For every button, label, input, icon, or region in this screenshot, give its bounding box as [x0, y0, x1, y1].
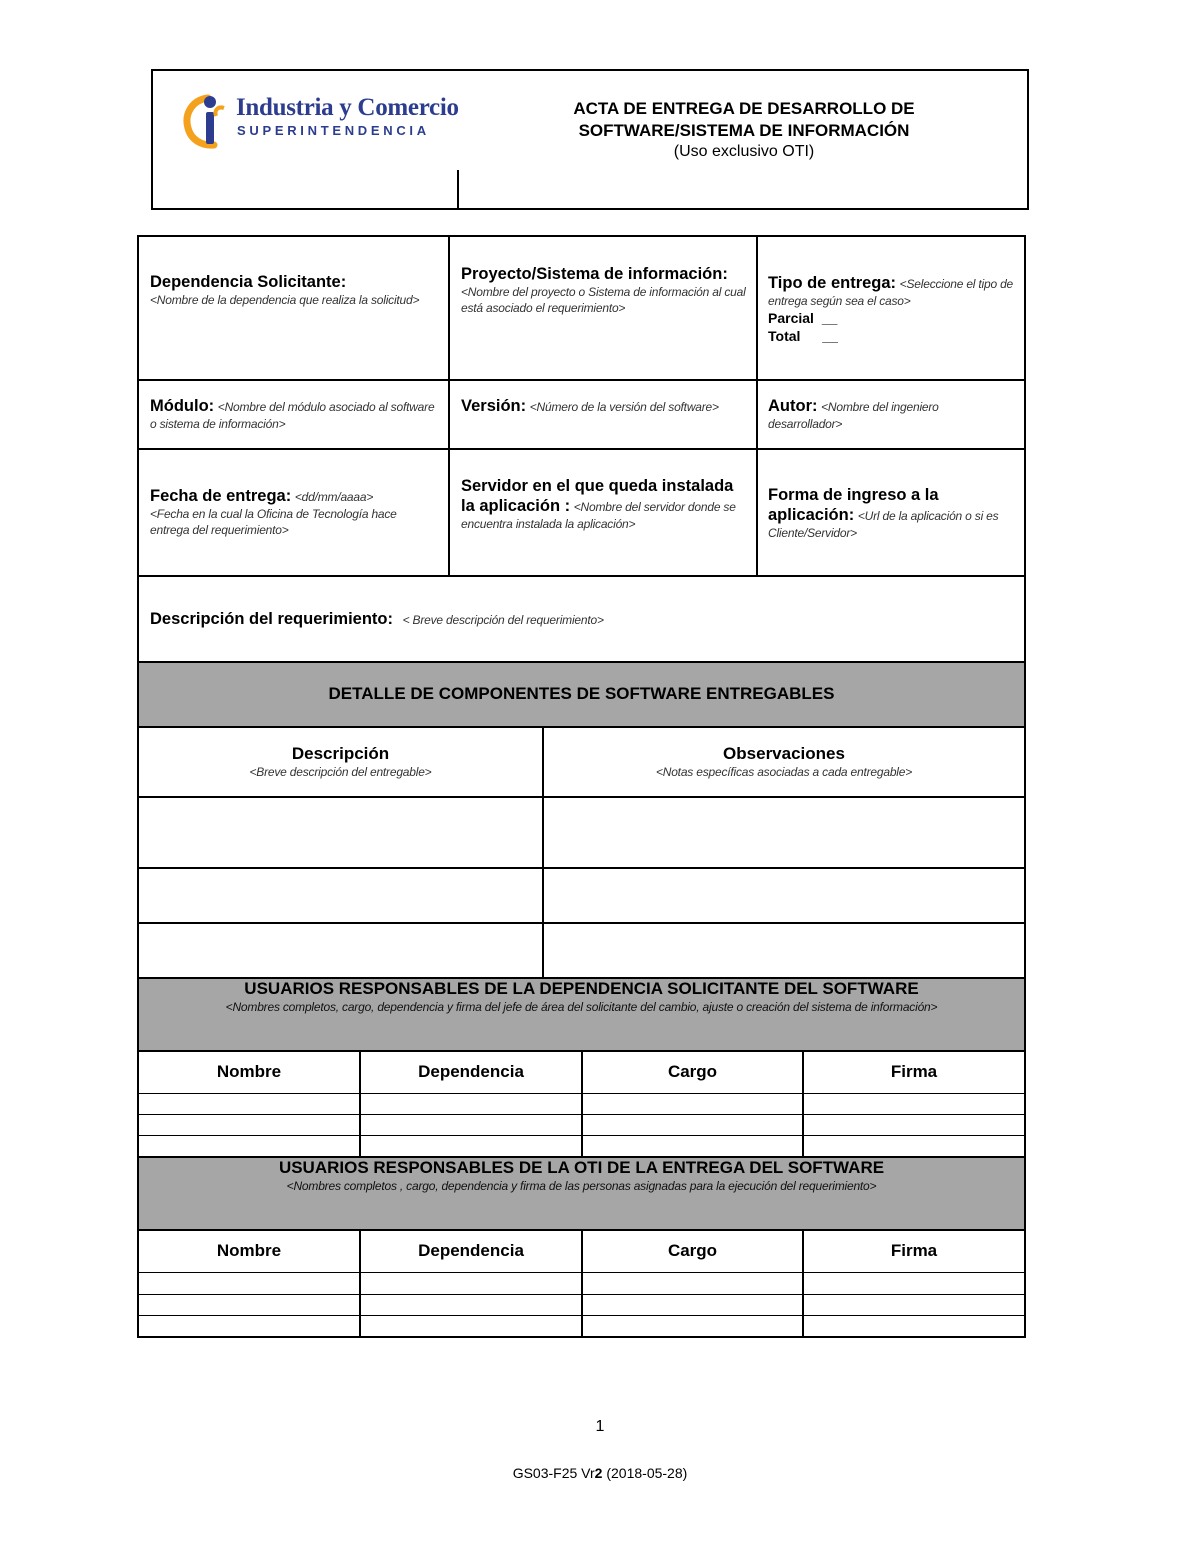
descripcion-label: Descripción del requerimiento: — [150, 610, 393, 628]
dep-col-cargo: Cargo — [667, 1062, 718, 1081]
descripcion-cell — [140, 609, 1020, 629]
logo — [180, 90, 459, 152]
proyecto-cell — [451, 264, 756, 316]
tipo-cell — [758, 273, 1024, 345]
forma-cell — [758, 485, 1024, 541]
modulo-label: Módulo: — [150, 397, 215, 415]
fecha-format-hint: <dd/mm/aaaa> — [294, 490, 374, 504]
servidor-label: Servidor en el que queda instalada la aplicación : — [461, 477, 734, 515]
tipo-parcial-row — [768, 309, 1014, 327]
usuarios-dep-hint: <Nombres completos, cargo, dependencia y firma del jefe de área del solicitante del cambio, ajuste o creación del sistema de información> — [225, 1000, 938, 1014]
header-divider — [457, 170, 459, 210]
tipo-total-blank[interactable]: __ — [822, 328, 838, 344]
logo-emblem-icon — [180, 90, 240, 152]
tipo-total-row — [768, 327, 1014, 345]
tipo-label: Tipo de entrega: — [768, 274, 897, 292]
version-cell — [451, 396, 756, 416]
version-hint: <Número de la versión del software> — [529, 400, 719, 414]
code-prefix: GS03-F25 Vr — [512, 1465, 595, 1481]
detalle-col-descripcion — [139, 744, 542, 780]
modulo-hint: <Nombre del módulo asociado al software o sistema de información> — [150, 400, 435, 431]
detalle-col-observaciones — [544, 744, 1024, 780]
dependencia-cell — [140, 272, 446, 308]
oti-col-dependencia: Dependencia — [418, 1241, 524, 1260]
usuarios-dep-header — [139, 979, 1024, 1015]
title-line-1: ACTA DE ENTREGA DE DESARROLLO DE — [573, 99, 915, 118]
code-date: (2018-05-28) — [602, 1465, 688, 1481]
detalle-col2-label: Observaciones — [723, 744, 845, 763]
header-top-accent — [151, 69, 459, 71]
usuarios-oti-header — [139, 1158, 1024, 1194]
detalle-col2-hint: <Notas específicas asociadas a cada entregable> — [655, 765, 913, 779]
usuarios-dep-title: USUARIOS RESPONSABLES DE LA DEPENDENCIA SOLICITANTE DEL SOFTWARE — [244, 979, 919, 998]
modulo-cell — [140, 396, 446, 432]
servidor-cell — [451, 476, 756, 532]
oti-col-firma: Firma — [890, 1241, 938, 1260]
document-title — [460, 98, 1028, 162]
document-code — [0, 1465, 1200, 1481]
tipo-total-label: Total — [768, 328, 801, 344]
title-subtitle: (Uso exclusivo OTI) — [673, 143, 815, 160]
tipo-hint: <Seleccione el tipo de entrega según sea el caso> — [768, 277, 1014, 308]
detalle-col1-label: Descripción — [291, 744, 390, 763]
logo-title: Industria y Comercio — [236, 94, 459, 121]
code-version: 2 — [594, 1465, 603, 1481]
detalle-col1-hint: <Breve descripción del entregable> — [249, 765, 432, 779]
dep-col-firma: Firma — [890, 1062, 938, 1081]
usuarios-oti-hint: <Nombres completos , cargo, dependencia y firma de las personas asignadas para la ejecución del requerimiento> — [286, 1179, 877, 1193]
servidor-hint: <Nombre del servidor donde se encuentra instalada la aplicación> — [461, 500, 736, 531]
fecha-cell — [140, 486, 446, 538]
autor-hint: <Nombre del ingeniero desarrollador> — [768, 400, 939, 431]
dependencia-hint: <Nombre de la dependencia que realiza la solicitud> — [150, 293, 420, 307]
forma-hint: <Url de la aplicación o si es Cliente/Servidor> — [768, 509, 999, 540]
autor-cell — [758, 396, 1024, 432]
oti-col-cargo: Cargo — [667, 1241, 718, 1260]
detalle-title: DETALLE DE COMPONENTES DE SOFTWARE ENTREGABLES — [328, 684, 835, 703]
logo-subtitle: SUPERINTENDENCIA — [237, 123, 430, 138]
tipo-parcial-blank[interactable]: __ — [821, 310, 838, 326]
tipo-parcial-label: Parcial — [768, 310, 814, 326]
title-line-2: SOFTWARE/SISTEMA DE INFORMACIÓN — [578, 121, 910, 140]
proyecto-hint: <Nombre del proyecto o Sistema de información al cual está asociado el requerimiento> — [461, 285, 746, 315]
dep-col-nombre: Nombre — [216, 1062, 282, 1081]
dependencia-label: Dependencia Solicitante: — [150, 273, 347, 291]
dep-col-dependencia: Dependencia — [418, 1062, 524, 1081]
proyecto-label: Proyecto/Sistema de información: — [461, 265, 728, 283]
page-number: 1 — [595, 1418, 605, 1435]
fecha-label: Fecha de entrega: — [150, 487, 292, 505]
oti-col-nombre: Nombre — [216, 1241, 282, 1260]
version-label: Versión: — [461, 397, 527, 415]
fecha-hint: <Fecha en la cual la Oficina de Tecnología hace entrega del requerimiento> — [150, 507, 397, 537]
usuarios-oti-title: USUARIOS RESPONSABLES DE LA OTI DE LA ENTREGA DEL SOFTWARE — [278, 1158, 885, 1177]
autor-label: Autor: — [768, 397, 818, 415]
forma-label: Forma de ingreso a la aplicación: — [768, 486, 939, 524]
descripcion-hint: < Breve descripción del requerimiento> — [402, 613, 604, 627]
